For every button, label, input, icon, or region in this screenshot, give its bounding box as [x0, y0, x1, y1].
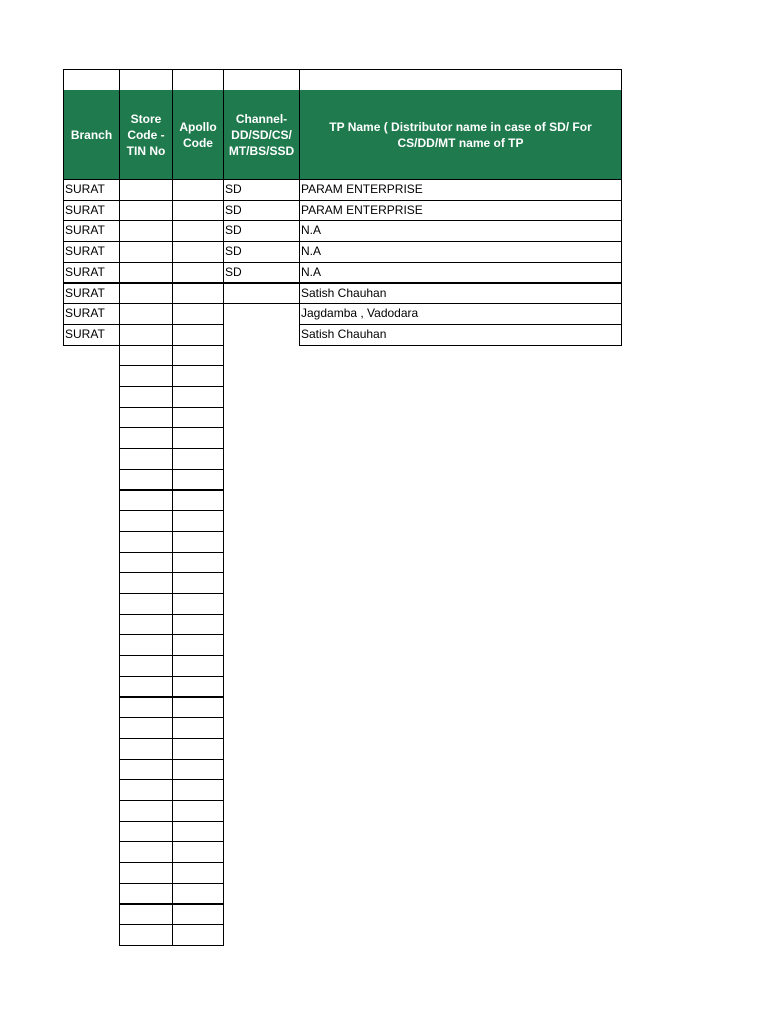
header-label-apollo_code: Apollo Code	[179, 119, 217, 150]
empty-cell-apollo-code[interactable]	[172, 634, 224, 656]
empty-cell-apollo-code[interactable]	[172, 572, 224, 594]
empty-cell-apollo-code[interactable]	[172, 386, 224, 408]
empty-cell-apollo-code[interactable]	[172, 738, 224, 760]
table-cell-apollo_code[interactable]	[172, 179, 224, 201]
empty-cell-apollo-code[interactable]	[172, 717, 224, 739]
empty-cell-apollo-code[interactable]	[172, 407, 224, 429]
table-cell-tp_name[interactable]: Jagdamba , Vadodara	[299, 303, 622, 325]
empty-cell-store-code[interactable]	[119, 676, 173, 698]
empty-cell-store-code[interactable]	[119, 593, 173, 615]
empty-cell-store-code[interactable]	[119, 883, 173, 905]
empty-cell-apollo-code[interactable]	[172, 510, 224, 532]
table-cell-branch[interactable]: SURAT	[63, 324, 120, 346]
blank-top-cell-channel[interactable]	[223, 69, 300, 91]
table-cell-channel[interactable]: SD	[223, 262, 300, 284]
empty-cell-store-code[interactable]	[119, 407, 173, 429]
table-cell-store_code[interactable]	[119, 262, 173, 284]
header-label-branch: Branch	[70, 127, 113, 142]
empty-cell-apollo-code[interactable]	[172, 655, 224, 677]
empty-cell-apollo-code[interactable]	[172, 800, 224, 822]
empty-cell-store-code[interactable]	[119, 717, 173, 739]
empty-cell-apollo-code[interactable]	[172, 593, 224, 615]
blank-top-cell-apollo_code[interactable]	[172, 69, 224, 91]
empty-cell-apollo-code[interactable]	[172, 614, 224, 636]
table-cell-branch[interactable]: SURAT	[63, 200, 120, 222]
empty-cell-store-code[interactable]	[119, 469, 173, 491]
table-cell-channel[interactable]: SD	[223, 179, 300, 201]
empty-cell-apollo-code[interactable]	[172, 345, 224, 367]
table-cell-apollo_code[interactable]	[172, 262, 224, 284]
blank-top-cell-store_code[interactable]	[119, 69, 173, 91]
table-cell-apollo_code[interactable]	[172, 220, 224, 242]
empty-cell-apollo-code[interactable]	[172, 759, 224, 781]
empty-cell-store-code[interactable]	[119, 738, 173, 760]
empty-cell-store-code[interactable]	[119, 510, 173, 532]
empty-cell-store-code[interactable]	[119, 862, 173, 884]
header-label-tp_name: TP Name ( Distributor name in case of SD/ For CS/DD/MT name of TP	[329, 119, 592, 150]
empty-cell-apollo-code[interactable]	[172, 841, 224, 863]
empty-cell-apollo-code[interactable]	[172, 883, 224, 905]
empty-cell-store-code[interactable]	[119, 655, 173, 677]
empty-cell-apollo-code[interactable]	[172, 469, 224, 491]
empty-cell-apollo-code[interactable]	[172, 365, 224, 387]
table-cell-channel[interactable]	[223, 283, 300, 305]
empty-cell-store-code[interactable]	[119, 614, 173, 636]
table-cell-apollo_code[interactable]	[172, 200, 224, 222]
blank-top-cell-tp_name[interactable]	[299, 69, 622, 91]
empty-cell-store-code[interactable]	[119, 531, 173, 553]
table-cell-apollo_code[interactable]	[172, 324, 224, 346]
empty-cell-store-code[interactable]	[119, 427, 173, 449]
empty-cell-store-code[interactable]	[119, 552, 173, 574]
blank-top-cell-branch[interactable]	[63, 69, 120, 91]
header-branch[interactable]	[63, 90, 120, 179]
empty-cell-apollo-code[interactable]	[172, 676, 224, 698]
table-cell-apollo_code[interactable]	[172, 283, 224, 305]
header-label-store_code: Store Code - TIN No	[126, 111, 166, 158]
header-apollo_code[interactable]	[172, 90, 224, 179]
empty-cell-store-code[interactable]	[119, 924, 173, 946]
empty-cell-apollo-code[interactable]	[172, 821, 224, 843]
table-cell-store_code[interactable]	[119, 179, 173, 201]
table-cell-branch[interactable]: SURAT	[63, 179, 120, 201]
table-cell-store_code[interactable]	[119, 303, 173, 325]
empty-cell-apollo-code[interactable]	[172, 427, 224, 449]
table-cell-tp_name[interactable]: N.A	[299, 241, 622, 263]
table-cell-channel[interactable]: SD	[223, 200, 300, 222]
table-cell-store_code[interactable]	[119, 220, 173, 242]
table-cell-store_code[interactable]	[119, 241, 173, 263]
empty-cell-apollo-code[interactable]	[172, 862, 224, 884]
table-cell-branch[interactable]: SURAT	[63, 303, 120, 325]
header-store_code[interactable]	[119, 90, 173, 179]
table-cell-channel[interactable]: SD	[223, 220, 300, 242]
empty-cell-apollo-code[interactable]	[172, 924, 224, 946]
empty-cell-apollo-code[interactable]	[172, 448, 224, 470]
header-tp_name[interactable]	[299, 90, 622, 179]
table-cell-channel[interactable]: SD	[223, 241, 300, 263]
empty-cell-store-code[interactable]	[119, 697, 173, 719]
table-cell-apollo_code[interactable]	[172, 241, 224, 263]
empty-cell-store-code[interactable]	[119, 841, 173, 863]
empty-cell-apollo-code[interactable]	[172, 531, 224, 553]
empty-cell-store-code[interactable]	[119, 779, 173, 801]
empty-cell-store-code[interactable]	[119, 386, 173, 408]
empty-cell-store-code[interactable]	[119, 572, 173, 594]
table-cell-store_code[interactable]	[119, 200, 173, 222]
table-cell-tp_name[interactable]: Satish Chauhan	[299, 283, 622, 305]
empty-cell-store-code[interactable]	[119, 759, 173, 781]
table-cell-tp_name[interactable]: Satish Chauhan	[299, 324, 622, 346]
empty-cell-store-code[interactable]	[119, 448, 173, 470]
table-cell-tp_name[interactable]: N.A	[299, 220, 622, 242]
table-cell-store_code[interactable]	[119, 283, 173, 305]
empty-cell-store-code[interactable]	[119, 904, 173, 926]
table-cell-branch[interactable]: SURAT	[63, 220, 120, 242]
table-cell-branch[interactable]: SURAT	[63, 241, 120, 263]
table-cell-branch[interactable]: SURAT	[63, 262, 120, 284]
empty-cell-apollo-code[interactable]	[172, 697, 224, 719]
table-cell-tp_name[interactable]: PARAM ENTERPRISE	[299, 200, 622, 222]
empty-cell-store-code[interactable]	[119, 634, 173, 656]
header-channel[interactable]	[223, 90, 300, 179]
empty-cell-apollo-code[interactable]	[172, 552, 224, 574]
empty-cell-apollo-code[interactable]	[172, 779, 224, 801]
empty-cell-store-code[interactable]	[119, 821, 173, 843]
table-cell-tp_name[interactable]: PARAM ENTERPRISE	[299, 179, 622, 201]
empty-cell-store-code[interactable]	[119, 345, 173, 367]
table-cell-apollo_code[interactable]	[172, 303, 224, 325]
empty-cell-apollo-code[interactable]	[172, 904, 224, 926]
header-label-channel: Channel- DD/SD/CS/ MT/BS/SSD	[228, 111, 295, 158]
empty-cell-store-code[interactable]	[119, 365, 173, 387]
table-cell-store_code[interactable]	[119, 324, 173, 346]
empty-cell-store-code[interactable]	[119, 800, 173, 822]
empty-cell-store-code[interactable]	[119, 490, 173, 512]
table-cell-branch[interactable]: SURAT	[63, 283, 120, 305]
table-cell-tp_name[interactable]: N.A	[299, 262, 622, 284]
empty-cell-apollo-code[interactable]	[172, 490, 224, 512]
